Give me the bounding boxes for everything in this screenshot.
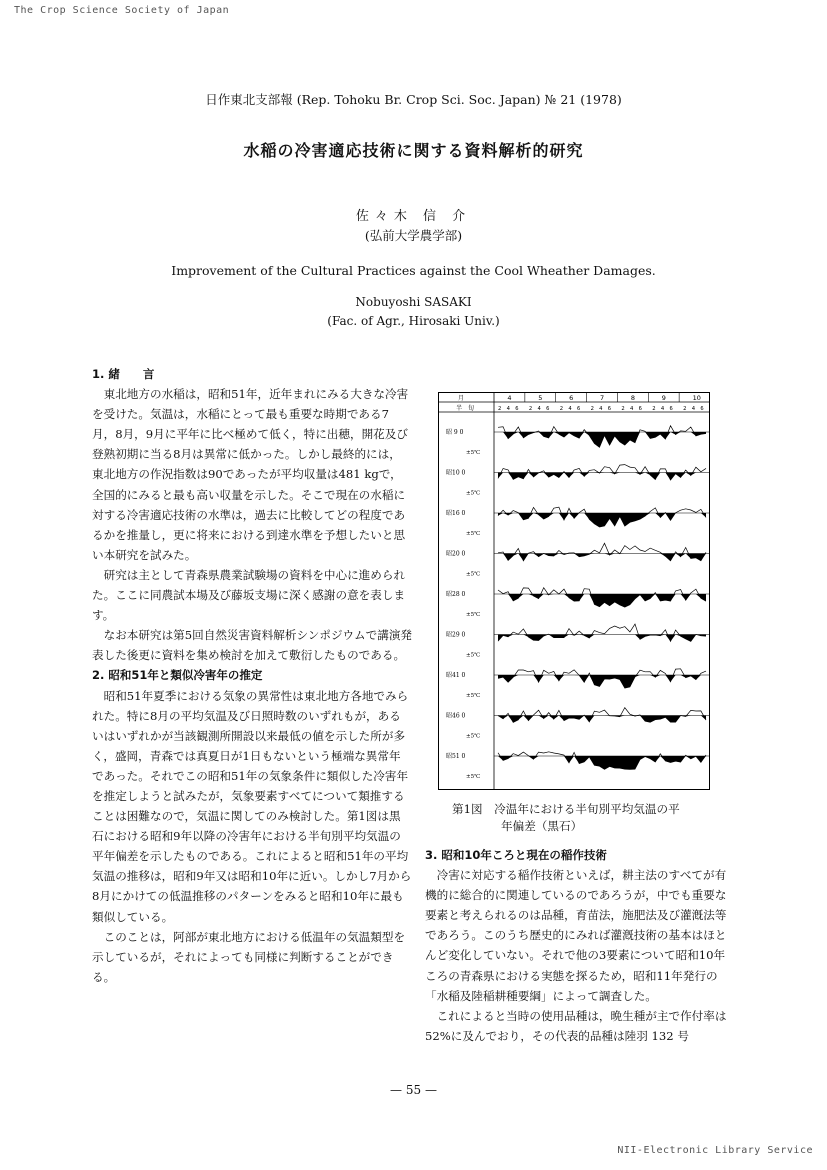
halfmonth-header-label: 半 旬 — [456, 405, 475, 412]
month-label-4: 4 — [507, 394, 512, 402]
year-label-0: 昭 9 0 — [446, 429, 464, 436]
scale-label-4: ±5℃ — [466, 612, 481, 618]
scale-label-8: ±5℃ — [466, 774, 481, 780]
year-label-5: 昭29 0 — [446, 631, 466, 639]
deviation-fill-1 — [498, 473, 706, 481]
section-1-heading: 1. 緒 言 — [92, 367, 155, 381]
halfmonth-ticks-4: 2 4 6 — [498, 406, 520, 412]
halfmonth-ticks-7: 2 4 6 — [590, 406, 613, 412]
deviation-line-3 — [498, 543, 706, 561]
year-label-6: 昭41 0 — [446, 672, 466, 679]
month-header-label: 月 — [458, 395, 465, 402]
deviation-line-5 — [498, 624, 706, 641]
scale-label-0: ±5℃ — [466, 450, 481, 456]
halfmonth-ticks-8: 2 4 6 — [621, 406, 643, 412]
scale-label-6: ±5℃ — [466, 693, 481, 699]
author-en: Nobuyoshi SASAKI — [355, 295, 472, 309]
section-2-paragraph-1: 昭和51年夏季における気象の異常性は東北地方各地でみられた。特に8月の平均気温及び日照時数のいずれもが，あるいはいずれかが当該観測所開設以来最低の値を示した所が多く，盛岡，青森では真夏日が1日もないという極端な異常年であった。それでこの昭和51年の気象条件に類似した冷害年を推定しようと試みたが，気象要素すべてについて類推することは困難なので，気温に関してのみ検討した。第1図は黒石における昭和9年以降の冷害年における半旬別平均気温の平年偏差を示したものである。これによると昭和51年の平均気温の推移は，昭和9年又は昭和10年に近い。しかし7月から8月にかけての低温推移のパターンをみると昭和10年に最も類似している。 — [92, 688, 412, 924]
deviation-fill-2 — [498, 513, 706, 527]
deviation-fill-3 — [498, 554, 706, 561]
halfmonth-ticks-6: 2 4 6 — [559, 406, 582, 412]
page-title: 水稲の冷害適応技術に関する資料解析的研究 — [243, 141, 584, 160]
year-label-4: 昭28 0 — [446, 591, 466, 598]
month-label-9: 9 — [661, 394, 666, 402]
figure-1-plot — [438, 392, 710, 790]
scale-label-5: ±5℃ — [466, 652, 481, 659]
section-3-paragraph-1: 冷害に対応する稲作技術といえば，耕主法のすべてが有機的に総合的に関連しているのであろうが，中でも重要な要素と考えられるのは品種，育苗法，施肥法及び灌漑法等であろう。このうち歴史的にみれば灌漑技術の基本はほとんど変化していない。それで他の3要素について昭和10年ころの青森県における実態を探るため，昭和11年発行の「水稲及陸稲耕種要綱」によって調査した。 — [425, 868, 727, 1003]
month-label-6: 6 — [569, 394, 574, 402]
section-1-paragraph-1: 東北地方の水稲は，昭和51年，近年まれにみる大きな冷害を受けた。気温は，水稲にとって最も重要な時期である7月，8月，9月に平年に比べ極めて低く，特に出穂，開花及び登熟初期に当る8月は異常に低かった。しかし最終的には，東北地方の作況指数は90であったが平均収量は481 kgで，全国的にみると最も高い収量を示した。そこで現在の水稲に対する冷害適応技術の水準は，過去に比較してどの程度であるかを推量し，更に将来における到達水準を予想したいと思い本研究を試みた。 — [92, 387, 409, 562]
page-number: — 55 — — [390, 1083, 437, 1097]
title-en: Improvement of the Cultural Practices against the Cool Wheather Damages. — [171, 263, 656, 278]
figure-1 — [438, 392, 710, 790]
year-label-3: 昭20 0 — [446, 550, 466, 558]
affiliation-en: (Fac. of Agr., Hirosaki Univ.) — [327, 314, 500, 328]
month-label-10: 10 — [692, 394, 701, 402]
year-label-1: 昭10 0 — [446, 469, 466, 477]
halfmonth-ticks-10: 2 4 6 — [683, 406, 705, 412]
figure-caption-line-1: 第1図 冷温年における半旬別平均気温の平 — [452, 802, 680, 816]
left-column — [92, 364, 412, 987]
figure-caption — [452, 801, 722, 835]
month-label-7: 7 — [600, 394, 605, 402]
author-ja: 佐々木 信 介 — [355, 209, 472, 224]
section-1-paragraph-2: 研究は主として青森県農業試験場の資料を中心に進められた。ここに同農試本場及び藤坂支場に深く感謝の意を表します。 — [92, 567, 406, 623]
affiliation-ja: (弘前大学農学部) — [364, 228, 463, 243]
scale-label-1: ±5℃ — [466, 490, 481, 497]
halfmonth-ticks-5: 2 4 6 — [528, 406, 551, 412]
deviation-fill-4 — [498, 594, 706, 607]
month-label-8: 8 — [630, 394, 635, 402]
deviation-fill-5 — [498, 635, 706, 642]
header-tag: The Crop Science Society of Japan — [14, 5, 230, 16]
year-label-7: 昭46 0 — [446, 712, 466, 720]
deviation-fill-7 — [498, 716, 706, 723]
section-3-paragraph-2: これによると当時の使用品種は，晩生種が主で作付率は52%に及んでおり，その代表的品種は陸羽 132 号 — [425, 1008, 727, 1043]
deviation-fill-6 — [498, 675, 706, 688]
section-2-paragraph-2: このことは，阿部が東北地方における低温年の気温類型を示しているが，それによっても同様に判断することができる。 — [92, 929, 406, 984]
figure-caption-line-2: 年偏差（黒石） — [501, 819, 583, 833]
year-label-8: 昭51 0 — [446, 753, 466, 760]
section-3-heading: 3. 昭和10年ころと現在の稲作技術 — [425, 848, 607, 862]
right-column — [425, 845, 735, 1046]
scale-label-3: ±5℃ — [466, 571, 481, 578]
year-label-2: 昭16 0 — [446, 510, 466, 517]
section-1-paragraph-3: なお本研究は第5回自然災害資料解析シンポジウムで講演発表した後更に資料を集め検討を加えて敷衍したものである。 — [92, 628, 413, 663]
halfmonth-ticks-9: 2 4 6 — [652, 406, 674, 412]
month-label-5: 5 — [538, 394, 543, 402]
scale-label-2: ±5℃ — [466, 531, 481, 537]
scale-label-7: ±5℃ — [466, 733, 481, 740]
journal-line: 日作東北支部報 (Rep. Tohoku Br. Crop Sci. Soc. Japan) № 21 (1978) — [205, 92, 622, 107]
footer-tag: NII-Electronic Library Service — [617, 1145, 813, 1156]
section-2-heading: 2. 昭和51年と類似冷害年の推定 — [92, 668, 263, 683]
